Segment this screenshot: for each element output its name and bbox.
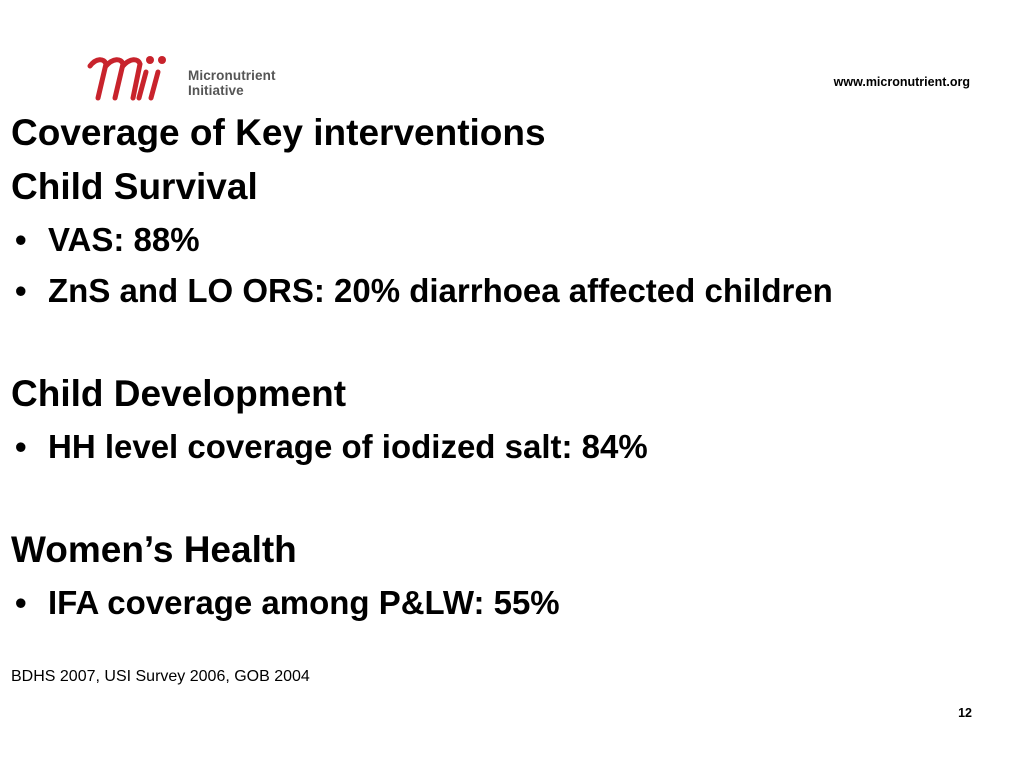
section-heading-child-survival: Child Survival	[11, 166, 258, 207]
bullet-iodized-salt: • HH level coverage of iodized salt: 84%	[11, 421, 1016, 472]
logo-line-1: Micronutrient	[188, 68, 276, 83]
website-url: www.micronutrient.org	[833, 75, 970, 89]
child-survival-bullets	[11, 214, 1016, 316]
bullet-zns-lo-ors: • ZnS and LO ORS: 20% diarrhoea affected children	[11, 265, 1016, 316]
micronutrient-initiative-logo	[86, 50, 286, 106]
logo-wordmark	[188, 68, 276, 98]
child-development-bullets	[11, 421, 1016, 472]
slide-content	[11, 106, 1016, 628]
slide-title: Coverage of Key interventions	[11, 112, 546, 153]
spacer	[11, 316, 1016, 367]
logo-line-2: Initiative	[188, 83, 244, 98]
mi-logo-mark-icon	[86, 50, 178, 106]
page-number: 12	[958, 706, 972, 720]
bullet-vas: • VAS: 88%	[11, 214, 1016, 265]
section-heading-child-development: Child Development	[11, 373, 347, 414]
bullet-ifa-coverage: • IFA coverage among P&LW: 55%	[11, 577, 1016, 628]
womens-health-bullets	[11, 577, 1016, 628]
source-citation: BDHS 2007, USI Survey 2006, GOB 2004	[11, 668, 310, 685]
spacer	[11, 472, 1016, 523]
section-heading-womens-health: Women’s Health	[11, 529, 297, 570]
